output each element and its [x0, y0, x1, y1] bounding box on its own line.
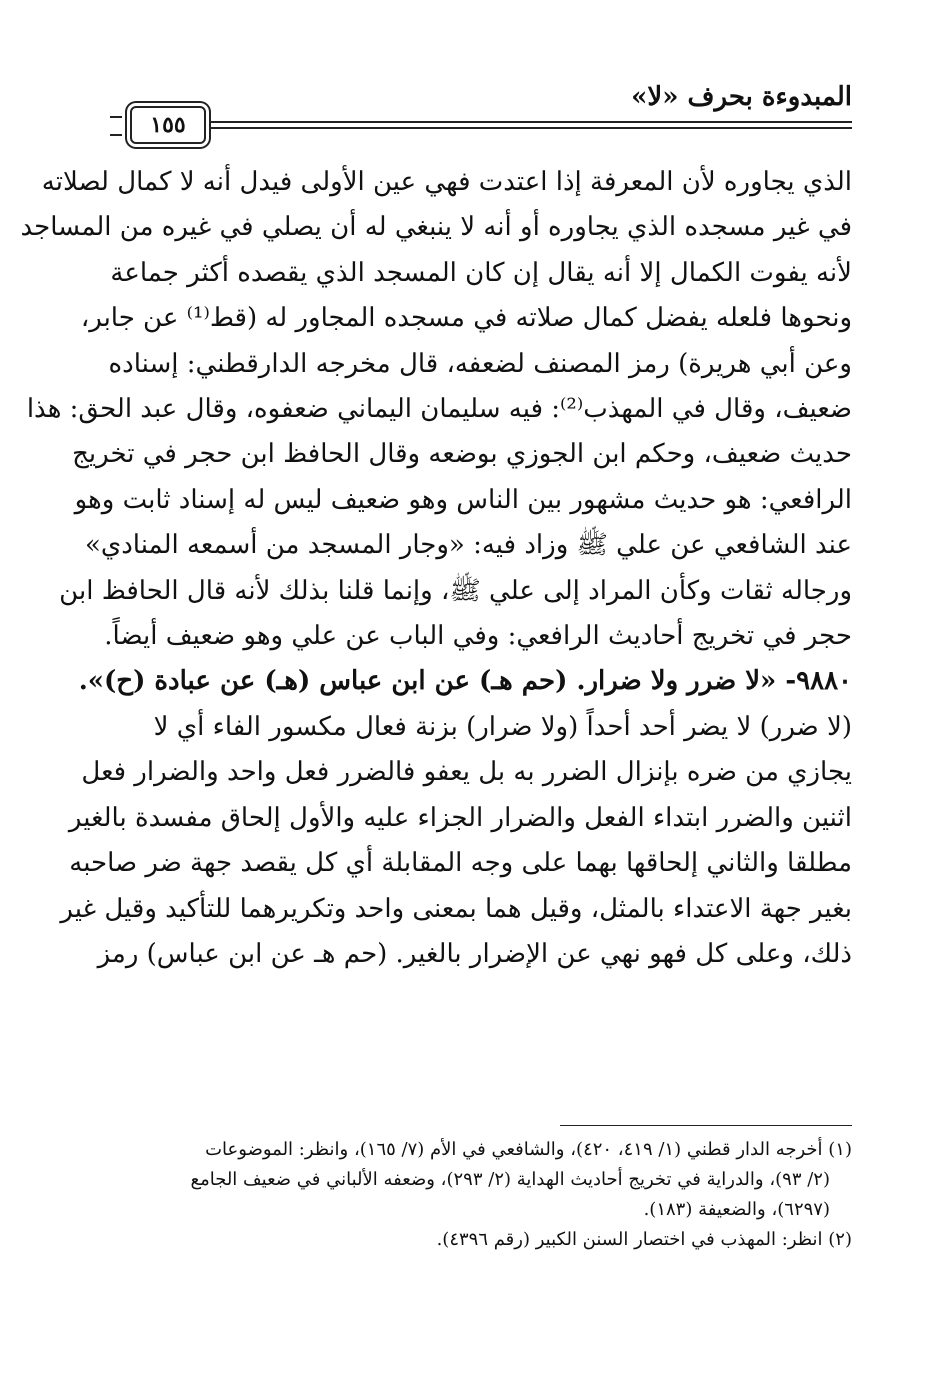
text-line: يجازي من ضره بإنزال الضرر به بل يعفو فالضرر فعل واحد والضرار فعل [81, 757, 852, 788]
footnote-line: (١) أخرجه الدار قطني (١/ ٤١٩، ٤٢٠)، والشافعي في الأم (٧/ ١٦٥)، وانظر: الموضوعات [205, 1139, 852, 1160]
text-line: اثنين والضرر ابتداء الفعل والضرار الجزاء عليه والأول إلحاق مفسدة بالغير [68, 802, 852, 833]
footnote-line: (٢/ ٩٣)، والدراية في تخريج أحاديث الهداية (٢/ ٢٩٣)، وضعفه الألباني في ضعيف الجامع [190, 1169, 830, 1190]
text-line: بغير جهة الاعتداء بالمثل، وقيل هما بمعنى واحد وتكريرهما للتأكيد وقيل غير [60, 893, 852, 924]
text-line: مطلقا والثاني إلحاقها بهما على وجه المقابلة أي كل يقصد جهة ضر صاحبه [69, 848, 852, 879]
footnotes [110, 1135, 852, 1255]
main-text [20, 160, 852, 977]
text-line: ضعيف، وقال في المهذب⁽²⁾: فيه سليمان اليماني ضعفوه، وقال عبد الحق: هذا [26, 394, 852, 425]
text-line: ورجاله ثقات وكأن المراد إلى علي ﷺ، وإنما قلنا بذلك لأنه قال الحافظ ابن [59, 575, 852, 606]
page-number: ١٥٥ [130, 106, 206, 144]
text-line: لأنه يفوت الكمال إلا أنه يقال إن كان المسجد الذي يقصده أكثر جماعة [110, 257, 852, 288]
text-line: الذي يجاوره لأن المعرفة إذا اعتدت فهي عين الأولى فيدل أنه لا كمال لصلاته [41, 167, 852, 197]
text-line: حديث ضعيف، وحكم ابن الجوزي بوضعه وقال الحافظ ابن حجر في تخريج [72, 439, 852, 470]
text-line: في غير مسجده الذي يجاوره أو أنه لا ينبغي له أن يصلي في غيره من المساجد [20, 212, 852, 243]
text-line: ذلك، وعلى كل فهو نهي عن الإضرار بالغير. (حم هـ عن ابن عباس) رمز [97, 938, 852, 969]
footnote-line: (٢) انظر: المهذب في اختصار السنن الكبير (رقم ٤٣٩٦). [436, 1229, 852, 1250]
page-header [110, 76, 852, 146]
header-rule-bottom [192, 127, 852, 129]
text-line: (لا ضرر) لا يضر أحد أحداً (ولا ضرار) بزنة فعال مكسور الفاء أي لا [153, 711, 852, 742]
chapter-title: المبدوءة بحرف «لا» [631, 82, 852, 112]
text-line: الرافعي: هو حديث مشهور بين الناس وهو ضعيف ليس له إسناد ثابت وهو [74, 484, 852, 515]
footnote-separator [560, 1125, 852, 1126]
footnote-line: (٦٢٩٧)، والضعيفة (١٨٣). [643, 1199, 830, 1220]
text-line: عند الشافعي عن علي ﷺ وزاد فيه: «وجار المسجد من أسمعه المنادي» [84, 530, 852, 561]
text-line: ونحوها فلعله يفضل كمال صلاته في مسجده المجاور له (قط⁽¹⁾ عن جابر، [80, 303, 852, 334]
header-rule-end [110, 116, 122, 136]
text-line: وعن أبي هريرة) رمز المصنف لضعفه، قال مخرجه الدارقطني: إسناده [108, 348, 852, 379]
hadith-heading: ٩٨٨٠- «لا ضرر ولا ضرار. (حم هـ) عن ابن عباس (هـ) عن عبادة (ح)». [78, 666, 852, 697]
header-rule-top [192, 121, 852, 123]
text-line: حجر في تخريج أحاديث الرافعي: وفي الباب عن علي وهو ضعيف أيضاً. [104, 621, 852, 652]
